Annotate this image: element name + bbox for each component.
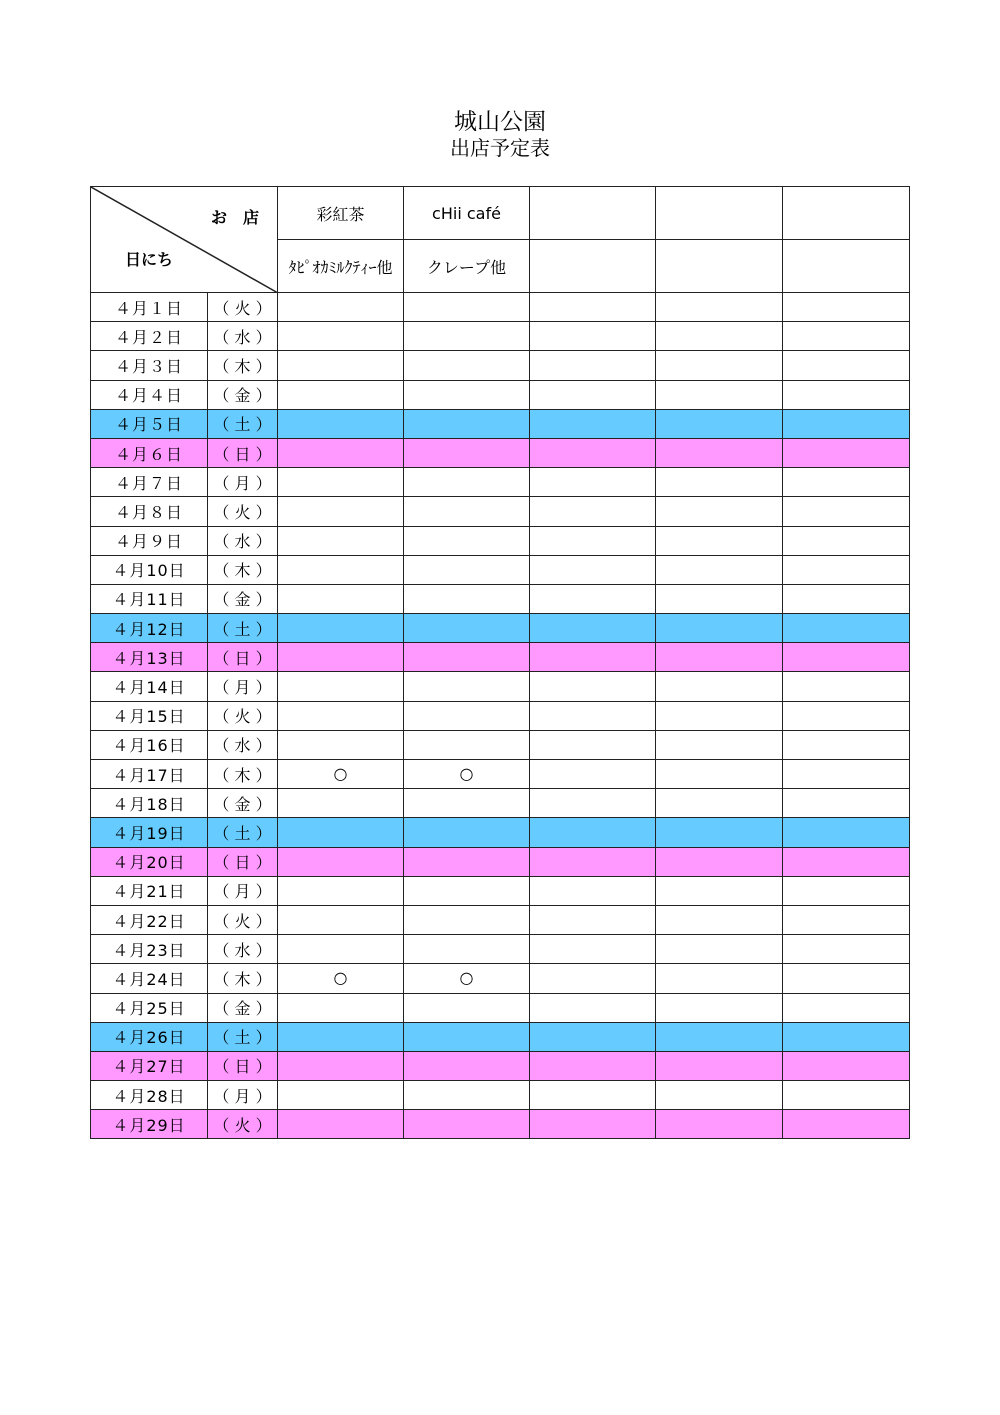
weekday-cell: （ 水 ）	[208, 935, 278, 964]
date-cell: ４月28日	[91, 1081, 208, 1110]
attendance-mark-cell	[656, 789, 783, 818]
page-subtitle: 出店予定表	[450, 136, 550, 160]
attendance-mark-cell	[404, 1022, 530, 1051]
attendance-mark-cell	[783, 526, 910, 555]
weekday-cell: （ 火 ）	[208, 497, 278, 526]
attendance-mark-cell	[530, 876, 656, 905]
attendance-mark-cell	[530, 818, 656, 847]
attendance-mark-cell	[656, 935, 783, 964]
attendance-mark-cell	[530, 438, 656, 467]
attendance-mark-cell	[278, 293, 404, 322]
attendance-mark-cell	[530, 293, 656, 322]
attendance-mark-cell	[656, 1051, 783, 1080]
date-cell: ４月14日	[91, 672, 208, 701]
attendance-mark-cell	[783, 584, 910, 613]
attendance-mark-cell	[278, 409, 404, 438]
weekday-cell: （ 火 ）	[208, 701, 278, 730]
attendance-mark-cell	[530, 351, 656, 380]
attendance-mark-cell	[404, 468, 530, 497]
shop-name-cell	[530, 187, 656, 240]
date-cell: ４月10日	[91, 555, 208, 584]
attendance-mark-cell	[278, 935, 404, 964]
attendance-mark-cell	[404, 438, 530, 467]
attendance-mark-cell: ○	[278, 760, 404, 789]
date-cell: ４月22日	[91, 905, 208, 934]
attendance-mark-cell	[530, 497, 656, 526]
table-row	[91, 526, 910, 555]
attendance-mark-cell	[656, 964, 783, 993]
attendance-mark-cell	[530, 760, 656, 789]
weekday-cell: （ 金 ）	[208, 789, 278, 818]
attendance-mark-cell	[656, 730, 783, 759]
weekday-cell: （ 日 ）	[208, 847, 278, 876]
date-cell: ４月９日	[91, 526, 208, 555]
attendance-mark-cell	[404, 935, 530, 964]
attendance-mark-cell	[404, 672, 530, 701]
attendance-mark-cell	[656, 584, 783, 613]
table-row	[91, 964, 910, 993]
attendance-mark-cell	[656, 322, 783, 351]
attendance-mark-cell	[404, 643, 530, 672]
date-cell: ４月５日	[91, 409, 208, 438]
attendance-mark-cell	[278, 555, 404, 584]
attendance-mark-cell	[783, 468, 910, 497]
weekday-cell: （ 日 ）	[208, 643, 278, 672]
attendance-mark-cell	[530, 468, 656, 497]
attendance-mark-cell	[278, 730, 404, 759]
attendance-mark-cell	[404, 1110, 530, 1139]
attendance-mark-cell	[783, 730, 910, 759]
table-row	[91, 701, 910, 730]
table-row	[91, 322, 910, 351]
table-row	[91, 847, 910, 876]
weekday-cell: （ 月 ）	[208, 468, 278, 497]
table-row	[91, 351, 910, 380]
attendance-mark-cell	[404, 526, 530, 555]
attendance-mark-cell	[656, 409, 783, 438]
attendance-mark-cell	[783, 789, 910, 818]
attendance-mark-cell	[656, 555, 783, 584]
weekday-cell: （ 木 ）	[208, 964, 278, 993]
shop-item-cell: ﾀﾋﾟｵｶﾐﾙｸﾃｨｰ他	[278, 240, 404, 293]
weekday-cell: （ 土 ）	[208, 818, 278, 847]
table-row	[91, 293, 910, 322]
attendance-mark-cell	[783, 322, 910, 351]
attendance-mark-cell	[783, 438, 910, 467]
weekday-cell: （ 日 ）	[208, 1051, 278, 1080]
attendance-mark-cell	[530, 1081, 656, 1110]
attendance-mark-cell	[404, 293, 530, 322]
date-cell: ４月４日	[91, 380, 208, 409]
table-row	[91, 380, 910, 409]
attendance-mark-cell	[404, 584, 530, 613]
attendance-mark-cell	[783, 555, 910, 584]
attendance-mark-cell	[656, 847, 783, 876]
weekday-cell: （ 木 ）	[208, 555, 278, 584]
attendance-mark-cell	[278, 876, 404, 905]
date-cell: ４月21日	[91, 876, 208, 905]
date-cell: ４月17日	[91, 760, 208, 789]
attendance-mark-cell	[278, 847, 404, 876]
date-cell: ４月１日	[91, 293, 208, 322]
table-row	[91, 993, 910, 1022]
date-cell: ４月３日	[91, 351, 208, 380]
attendance-mark-cell	[404, 322, 530, 351]
date-cell: ４月13日	[91, 643, 208, 672]
attendance-mark-cell	[656, 760, 783, 789]
attendance-mark-cell	[404, 789, 530, 818]
shop-name-cell	[783, 187, 910, 240]
attendance-mark-cell	[656, 468, 783, 497]
date-cell: ４月19日	[91, 818, 208, 847]
table-row	[91, 905, 910, 934]
attendance-mark-cell	[783, 905, 910, 934]
attendance-mark-cell	[404, 847, 530, 876]
weekday-cell: （ 金 ）	[208, 380, 278, 409]
attendance-mark-cell	[404, 1081, 530, 1110]
date-cell: ４月６日	[91, 438, 208, 467]
table-row	[91, 468, 910, 497]
weekday-cell: （ 月 ）	[208, 1081, 278, 1110]
attendance-mark-cell	[656, 1022, 783, 1051]
attendance-mark-cell	[404, 1051, 530, 1080]
attendance-mark-cell	[656, 818, 783, 847]
attendance-mark-cell	[278, 497, 404, 526]
weekday-cell: （ 木 ）	[208, 760, 278, 789]
shop-item-cell	[656, 240, 783, 293]
weekday-cell: （ 木 ）	[208, 351, 278, 380]
attendance-mark-cell	[404, 380, 530, 409]
attendance-mark-cell	[656, 643, 783, 672]
attendance-mark-cell	[404, 351, 530, 380]
table-row	[91, 409, 910, 438]
attendance-mark-cell	[656, 526, 783, 555]
shop-name-cell: 彩紅茶	[278, 187, 404, 240]
weekday-cell: （ 日 ）	[208, 438, 278, 467]
attendance-mark-cell	[530, 322, 656, 351]
attendance-mark-cell: ○	[278, 964, 404, 993]
attendance-mark-cell	[530, 584, 656, 613]
attendance-mark-cell	[278, 905, 404, 934]
attendance-mark-cell: ○	[404, 760, 530, 789]
attendance-mark-cell	[404, 409, 530, 438]
attendance-mark-cell	[530, 1051, 656, 1080]
attendance-mark-cell	[783, 1110, 910, 1139]
header-row-shop-names	[91, 187, 910, 240]
attendance-mark-cell	[404, 905, 530, 934]
attendance-mark-cell	[783, 293, 910, 322]
table-row	[91, 1022, 910, 1051]
attendance-mark-cell	[783, 876, 910, 905]
table-row	[91, 672, 910, 701]
corner-shop-label: お 店	[210, 208, 259, 227]
attendance-mark-cell	[656, 438, 783, 467]
table-row	[91, 555, 910, 584]
date-cell: ４月18日	[91, 789, 208, 818]
attendance-mark-cell	[278, 818, 404, 847]
attendance-mark-cell	[783, 847, 910, 876]
attendance-mark-cell	[278, 526, 404, 555]
attendance-mark-cell	[404, 701, 530, 730]
attendance-mark-cell	[404, 614, 530, 643]
attendance-mark-cell	[783, 935, 910, 964]
shop-item-cell	[783, 240, 910, 293]
weekday-cell: （ 土 ）	[208, 409, 278, 438]
attendance-mark-cell	[278, 1022, 404, 1051]
attendance-mark-cell	[783, 1081, 910, 1110]
date-cell: ４月２日	[91, 322, 208, 351]
attendance-mark-cell	[530, 672, 656, 701]
table-row	[91, 497, 910, 526]
date-cell: ４月27日	[91, 1051, 208, 1080]
table-row	[91, 643, 910, 672]
date-cell: ４月29日	[91, 1110, 208, 1139]
attendance-mark-cell	[783, 614, 910, 643]
attendance-mark-cell	[530, 643, 656, 672]
table-row	[91, 760, 910, 789]
weekday-cell: （ 金 ）	[208, 993, 278, 1022]
attendance-mark-cell	[530, 555, 656, 584]
attendance-mark-cell	[530, 730, 656, 759]
shop-name-cell: cHii café	[404, 187, 530, 240]
date-cell: ４月７日	[91, 468, 208, 497]
attendance-mark-cell	[278, 468, 404, 497]
attendance-mark-cell	[783, 964, 910, 993]
attendance-mark-cell	[783, 818, 910, 847]
attendance-mark-cell	[783, 760, 910, 789]
date-cell: ４月12日	[91, 614, 208, 643]
attendance-mark-cell	[404, 818, 530, 847]
attendance-mark-cell	[278, 1081, 404, 1110]
weekday-cell: （ 水 ）	[208, 730, 278, 759]
attendance-mark-cell	[783, 351, 910, 380]
attendance-mark-cell	[278, 993, 404, 1022]
attendance-mark-cell: ○	[404, 964, 530, 993]
weekday-cell: （ 土 ）	[208, 1022, 278, 1051]
corner-header-cell	[91, 187, 278, 293]
attendance-mark-cell	[278, 351, 404, 380]
attendance-mark-cell	[656, 351, 783, 380]
attendance-mark-cell	[278, 614, 404, 643]
table-row	[91, 584, 910, 613]
date-cell: ４月23日	[91, 935, 208, 964]
attendance-mark-cell	[656, 993, 783, 1022]
attendance-mark-cell	[530, 409, 656, 438]
attendance-mark-cell	[783, 409, 910, 438]
schedule-table	[90, 186, 910, 1139]
attendance-mark-cell	[530, 993, 656, 1022]
attendance-mark-cell	[404, 993, 530, 1022]
attendance-mark-cell	[278, 672, 404, 701]
attendance-mark-cell	[656, 293, 783, 322]
date-cell: ４月11日	[91, 584, 208, 613]
attendance-mark-cell	[783, 1022, 910, 1051]
attendance-mark-cell	[530, 701, 656, 730]
attendance-mark-cell	[530, 847, 656, 876]
attendance-mark-cell	[530, 380, 656, 409]
table-row	[91, 789, 910, 818]
weekday-cell: （ 火 ）	[208, 905, 278, 934]
attendance-mark-cell	[278, 701, 404, 730]
table-row	[91, 730, 910, 759]
attendance-mark-cell	[404, 730, 530, 759]
attendance-mark-cell	[278, 1051, 404, 1080]
attendance-mark-cell	[404, 876, 530, 905]
table-row	[91, 1051, 910, 1080]
attendance-mark-cell	[404, 497, 530, 526]
attendance-mark-cell	[530, 1022, 656, 1051]
attendance-mark-cell	[656, 701, 783, 730]
date-cell: ４月８日	[91, 497, 208, 526]
attendance-mark-cell	[656, 614, 783, 643]
table-row	[91, 438, 910, 467]
attendance-mark-cell	[783, 643, 910, 672]
weekday-cell: （ 月 ）	[208, 876, 278, 905]
attendance-mark-cell	[783, 993, 910, 1022]
page-title: 城山公園	[454, 109, 546, 135]
attendance-mark-cell	[530, 526, 656, 555]
weekday-cell: （ 火 ）	[208, 1110, 278, 1139]
attendance-mark-cell	[783, 497, 910, 526]
table-row	[91, 818, 910, 847]
date-cell: ４月20日	[91, 847, 208, 876]
attendance-mark-cell	[530, 964, 656, 993]
weekday-cell: （ 火 ）	[208, 293, 278, 322]
attendance-mark-cell	[278, 438, 404, 467]
date-cell: ４月16日	[91, 730, 208, 759]
table-row	[91, 935, 910, 964]
attendance-mark-cell	[530, 935, 656, 964]
table-row	[91, 1110, 910, 1139]
attendance-mark-cell	[278, 380, 404, 409]
attendance-mark-cell	[656, 672, 783, 701]
attendance-mark-cell	[783, 380, 910, 409]
attendance-mark-cell	[783, 672, 910, 701]
weekday-cell: （ 金 ）	[208, 584, 278, 613]
attendance-mark-cell	[656, 1110, 783, 1139]
weekday-cell: （ 土 ）	[208, 614, 278, 643]
attendance-mark-cell	[656, 876, 783, 905]
attendance-mark-cell	[530, 789, 656, 818]
attendance-mark-cell	[278, 643, 404, 672]
attendance-mark-cell	[278, 1110, 404, 1139]
attendance-mark-cell	[530, 614, 656, 643]
weekday-cell: （ 水 ）	[208, 322, 278, 351]
shop-item-cell: クレープ他	[404, 240, 530, 293]
attendance-mark-cell	[278, 322, 404, 351]
weekday-cell: （ 水 ）	[208, 526, 278, 555]
attendance-mark-cell	[530, 1110, 656, 1139]
shop-item-cell	[530, 240, 656, 293]
attendance-mark-cell	[278, 584, 404, 613]
date-cell: ４月26日	[91, 1022, 208, 1051]
table-row	[91, 614, 910, 643]
shop-name-cell	[656, 187, 783, 240]
date-cell: ４月15日	[91, 701, 208, 730]
attendance-mark-cell	[278, 789, 404, 818]
attendance-mark-cell	[783, 701, 910, 730]
corner-diagonal-line	[91, 187, 278, 293]
attendance-mark-cell	[530, 905, 656, 934]
attendance-mark-cell	[656, 1081, 783, 1110]
attendance-mark-cell	[656, 497, 783, 526]
corner-date-label: 日にち	[125, 250, 174, 269]
attendance-mark-cell	[404, 555, 530, 584]
attendance-mark-cell	[783, 1051, 910, 1080]
attendance-mark-cell	[656, 380, 783, 409]
attendance-mark-cell	[656, 905, 783, 934]
table-row	[91, 1081, 910, 1110]
weekday-cell: （ 月 ）	[208, 672, 278, 701]
table-row	[91, 876, 910, 905]
date-cell: ４月25日	[91, 993, 208, 1022]
date-cell: ４月24日	[91, 964, 208, 993]
